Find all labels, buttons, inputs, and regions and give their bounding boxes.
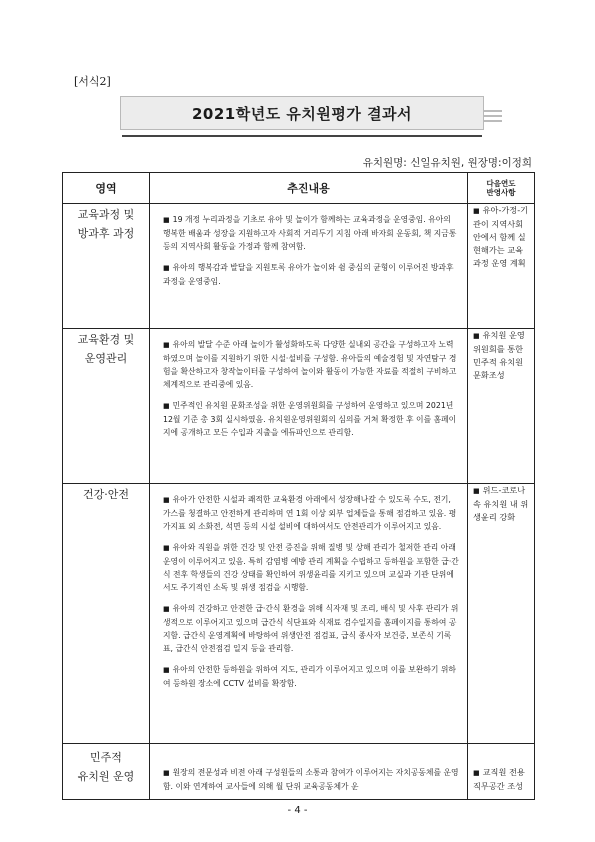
bullet-icon: ■ xyxy=(163,769,170,777)
content-item: ■ 유아의 건강하고 안전한 급·간식 환경을 위해 식자재 및 조리, 배식 및 사후 관리가 위생적으로 이루어지고 있으며 급간식 식단표와 식재료 검수일지를 홈페이지를 통하여 공지함. 급간식 운영계획에 바탕하여 위생안전 점검표, 급식 종사자 보건증, 보존식 기록표, 급간식 안전점검 일지 등을 관리함. xyxy=(163,604,459,653)
content-item: ■ 유아와 직원을 위한 건강 및 안전 증진을 위해 질병 및 상해 관리가 철저한 관리 아래 운영이 이루어지고 있음. 특히 감염병 예방 관리 계획을 수립하고 등하원을 포함한 급·간식 전후 학생들의 건강 상태를 확인하여 위생윤리를 지키고 있으며 교실과 기관 단위에서도 주기적인 소독 및 위생 점검을 시행함. xyxy=(163,543,459,592)
bullet-icon: ■ xyxy=(163,605,170,613)
content-cell xyxy=(150,329,468,484)
area-line: 교육환경 및 xyxy=(77,333,135,346)
area-cell xyxy=(63,744,150,800)
header-reflect-line1: 다음연도 xyxy=(486,179,516,188)
area-line: 운영관리 xyxy=(84,352,128,365)
reflect-cell: ■ 교직원 전용 직무공간 조성 xyxy=(468,744,535,800)
document-title: 2021학년도 유치원평가 결과서 xyxy=(191,104,413,123)
area-cell xyxy=(63,204,150,329)
kindergarten-name: 신일유치원, xyxy=(410,157,465,169)
area-line: 유치원 운영 xyxy=(77,770,135,783)
bullet-icon: ■ xyxy=(473,207,480,215)
content-item: ■ 원장의 전문성과 비전 아래 구성원들의 소통과 참여가 이루어지는 자치공동체를 운영함. 이와 연계하여 교사들에 의해 월 단위 교육공동체가 운 xyxy=(163,768,459,791)
content-item: ■ 민주적인 유치원 문화조성을 위한 운영위원회를 구성하여 운영하고 있으며 2021년 12월 기준 총 3회 실시하였음. 유치원운영위원회의 심의를 거쳐 확정한 후 이를 홈페이지에 공개하고 모든 수입과 지출을 에듀파인으로 관리함. xyxy=(163,401,457,437)
table-row xyxy=(63,329,535,484)
bullet-icon: ■ xyxy=(163,341,170,349)
bullet-icon: ■ xyxy=(163,544,170,552)
reflect-cell: ■ 유치원 운영위원회를 통한 민주적 유치원 문화조성 xyxy=(468,329,535,484)
bullet-icon: ■ xyxy=(473,487,480,495)
bullet-icon: ■ xyxy=(163,264,170,272)
kindergarten-info xyxy=(363,155,532,170)
bullet-icon: ■ xyxy=(163,496,170,504)
title-ornament xyxy=(484,107,502,127)
area-line: 민주적 xyxy=(90,751,122,764)
table-header-row xyxy=(63,173,535,204)
reflect-cell: ■ 유아-가정-기관이 지역사회 안에서 함께 실현해가는 교육과정 운영 계획 xyxy=(468,204,535,329)
director-label: 원장명: xyxy=(467,157,502,169)
content-item: ■ 유아가 안전한 시설과 쾌적한 교육환경 아래에서 성장해나갈 수 있도록 수도, 전기, 가스를 청결하고 안전하게 관리하며 연 1회 이상 외부 업체들을 통해 점검하고 있음. 평가지표 외 소화전, 석면 등의 시설 설비에 대하여서도 안전관리가 이루어지고 있음. xyxy=(163,495,457,531)
area-line: 건강·안전 xyxy=(82,488,129,501)
bullet-icon: ■ xyxy=(163,666,170,674)
area-line: 교육과정 및 xyxy=(77,208,135,221)
content-item: ■ 유아의 발달 수준 아래 놀이가 활성화하도록 다양한 실내외 공간을 구성하고자 노력하였으며 놀이를 지원하기 위한 시설·설비를 구성함. 유아들의 예술경험 및 자연탐구 경험을 확산하고자 창작놀이터를 구성하여 놀이와 활동이 가능한 자료를 적절히 구비하고 체계적으로 관리중에 있음. xyxy=(163,340,457,389)
reflect-cell: ■ 위드-코로나 속 유치원 내 위생윤리 강화 xyxy=(468,484,535,744)
title-underline xyxy=(122,135,482,137)
content-item: ■ 유아의 행복감과 발달을 지원토록 유아가 놀이와 쉼 중심의 균형이 이루어진 방과후 과정을 운영중임. xyxy=(163,263,454,286)
content-item: ■ 19 개정 누리과정을 기초로 유아 및 놀이가 함께하는 교육과정을 운영중임. 유아의 행복한 배움과 성장을 지원하고자 사회적 거리두기 지침 아래 바자회 운동회, 책 지금통 등의 지역사회 활동을 가정과 함께 참여함. xyxy=(163,215,457,251)
table-row xyxy=(63,484,535,744)
table-row xyxy=(63,204,535,329)
header-reflect xyxy=(468,173,535,204)
document-title-box xyxy=(120,96,484,130)
area-line: 방과후 과정 xyxy=(77,227,135,240)
kindergarten-label: 유치원명: xyxy=(362,157,407,169)
area-cell xyxy=(63,484,150,744)
header-area: 영역 xyxy=(63,173,150,204)
bullet-icon: ■ xyxy=(163,216,170,224)
header-reflect-line2: 반영사항 xyxy=(486,188,516,197)
header-content: 추진내용 xyxy=(150,173,468,204)
content-cell xyxy=(150,484,468,744)
page-number: - 4 - xyxy=(287,805,308,816)
content-item: ■ 유아의 안전한 등하원을 위하여 지도, 관리가 이루어지고 있으며 이를 보완하기 위하여 등하원 장소에 CCTV 설비를 확장함. xyxy=(163,665,456,688)
table-row xyxy=(63,744,535,800)
director-name: 이정희 xyxy=(501,157,532,169)
content-cell xyxy=(150,744,468,800)
evaluation-table xyxy=(62,172,535,800)
bullet-icon: ■ xyxy=(473,769,480,777)
bullet-icon: ■ xyxy=(163,402,170,410)
area-cell xyxy=(63,329,150,484)
content-cell xyxy=(150,204,468,329)
form-label: [서식2] xyxy=(74,75,111,88)
bullet-icon: ■ xyxy=(473,332,480,340)
